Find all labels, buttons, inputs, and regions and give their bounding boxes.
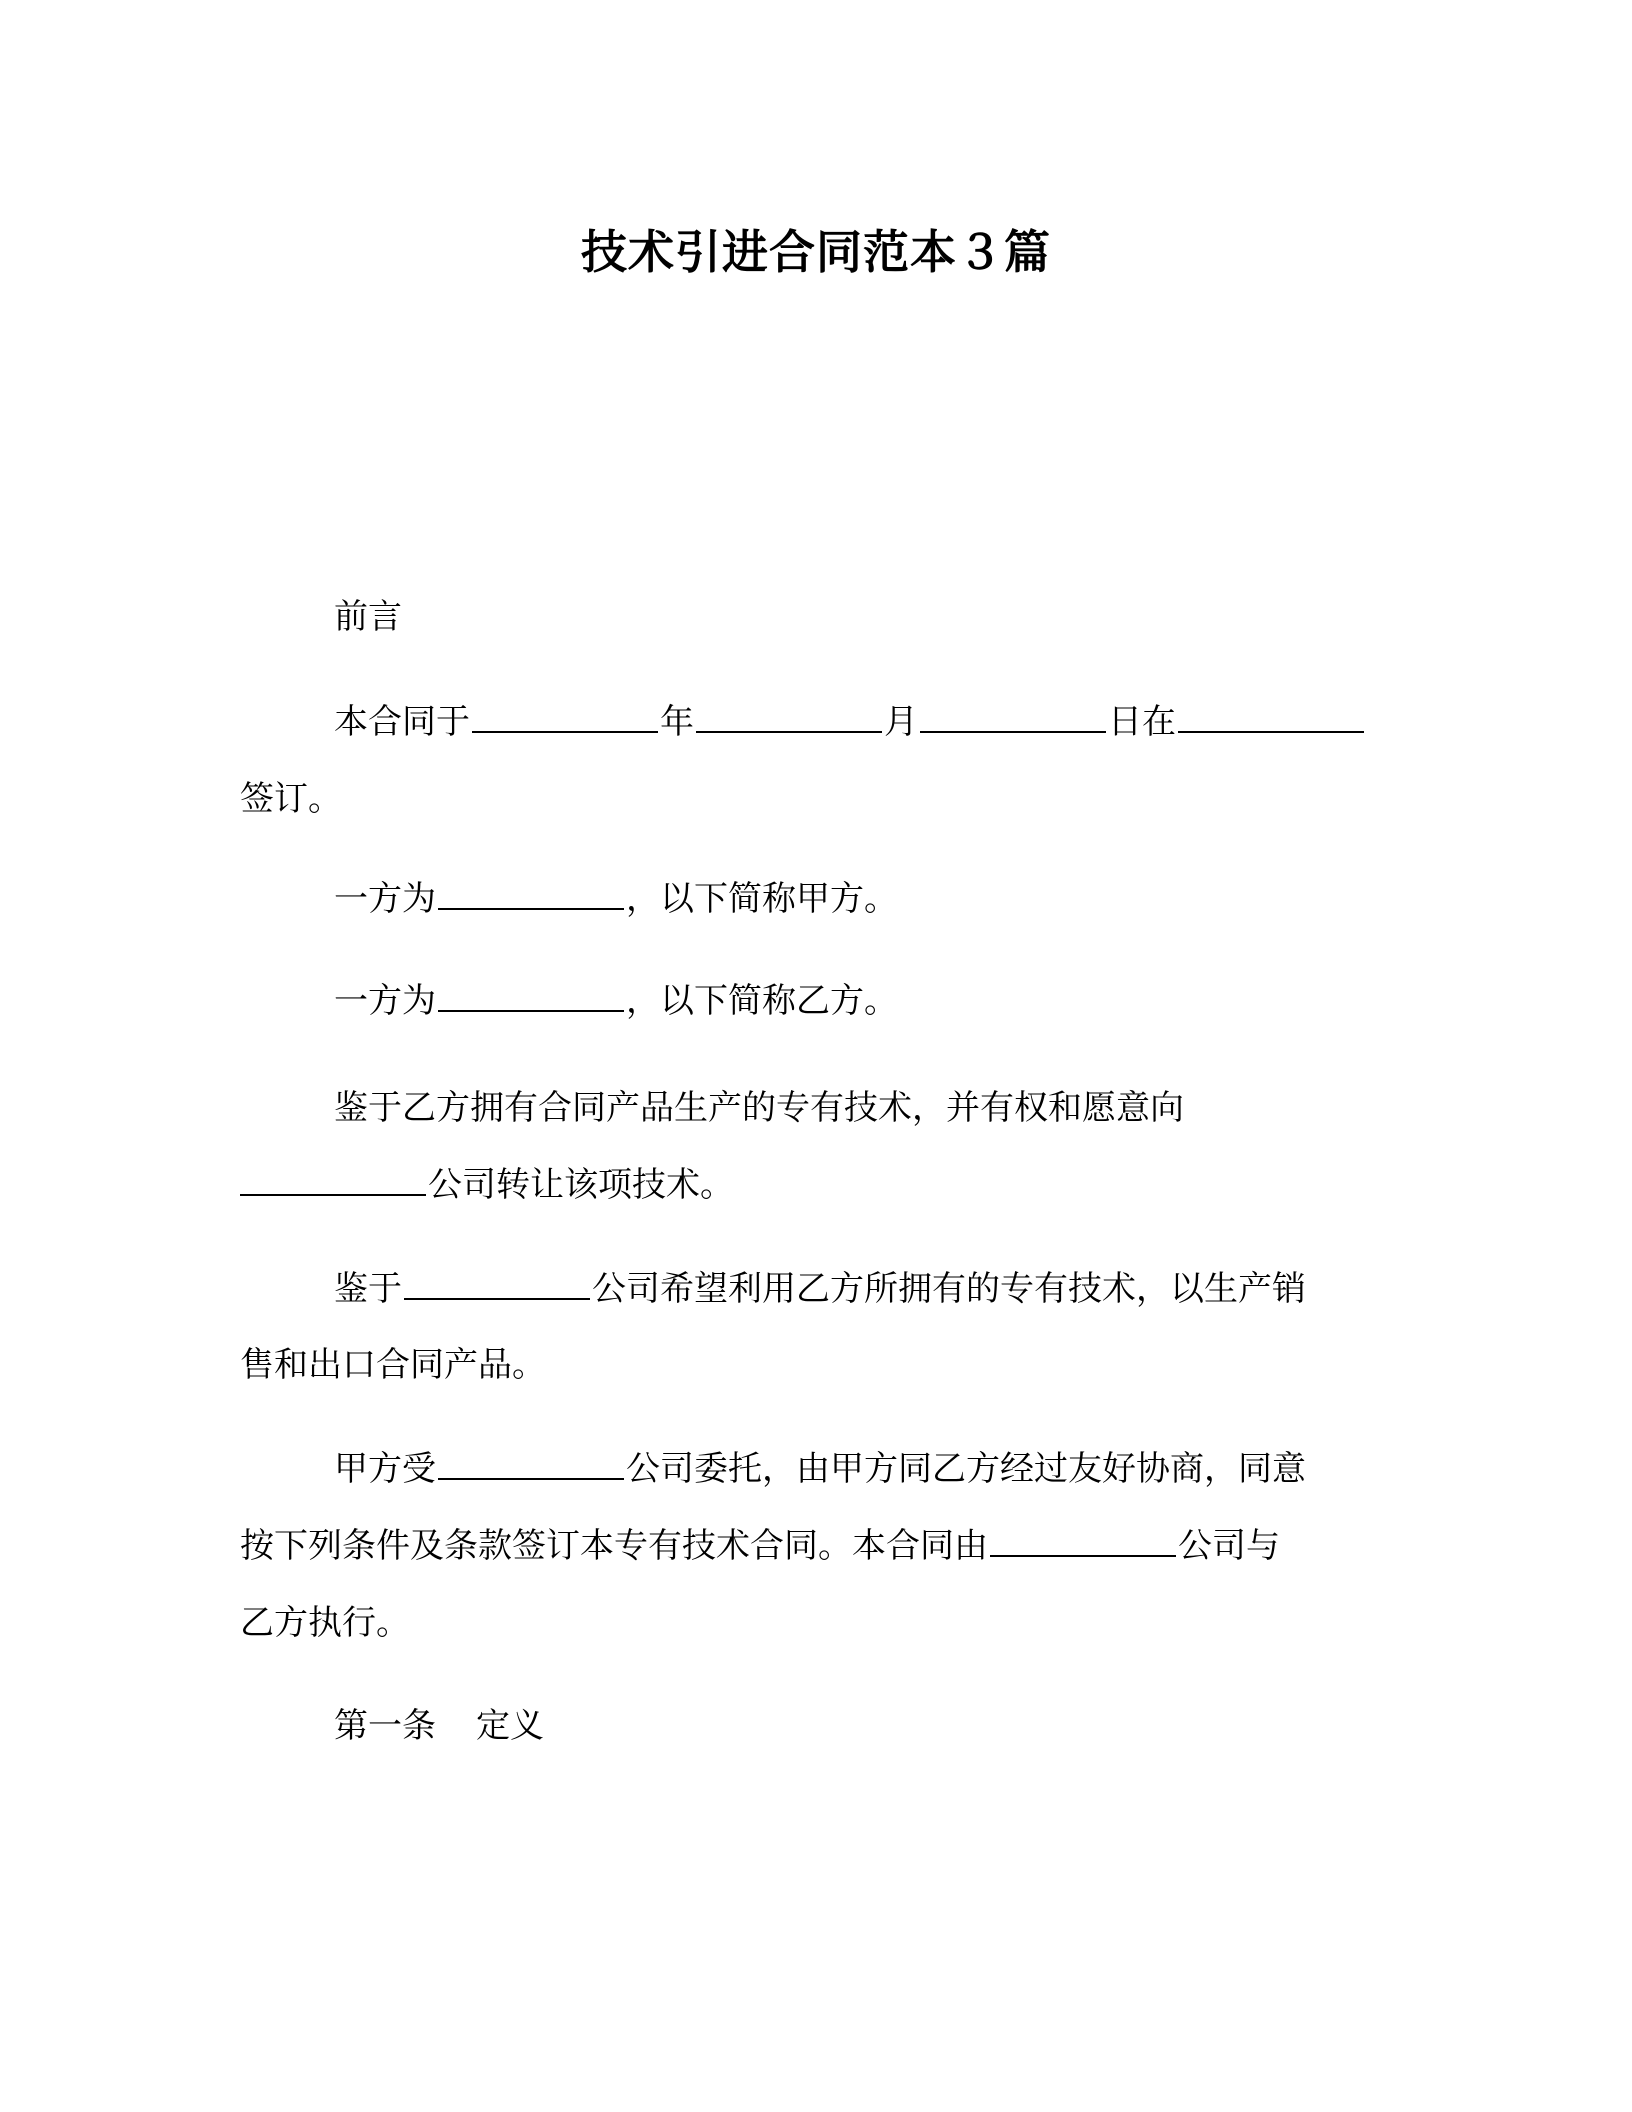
para4-seg2: 公司转让该项技术。 xyxy=(428,1165,734,1205)
blank-field[interactable] xyxy=(696,701,882,733)
para2-line1 xyxy=(334,874,898,924)
blank-field[interactable] xyxy=(438,980,624,1012)
para5-line1 xyxy=(334,1264,1306,1314)
para6-line1 xyxy=(334,1444,1306,1494)
article1-heading-line xyxy=(334,1701,544,1751)
para6-line3: 乙方执行。 xyxy=(240,1603,410,1643)
blank-field[interactable] xyxy=(438,878,624,910)
para3-seg2: ，以下简称乙方。 xyxy=(626,981,898,1021)
para1-line1 xyxy=(334,697,1366,747)
para4-line2 xyxy=(240,1160,734,1210)
document-title: 技术引进合同范本３篇 xyxy=(581,225,1051,279)
article1-number: 第一条 xyxy=(334,1706,436,1746)
para2-seg2: ，以下简称甲方。 xyxy=(626,879,898,919)
para6-line2-seg2: 公司与 xyxy=(1178,1526,1280,1566)
para5-line2: 售和出口合同产品。 xyxy=(240,1345,546,1385)
para3-line1 xyxy=(334,976,898,1026)
para6-seg2: 公司委托，由甲方同乙方经过友好协商，同意 xyxy=(626,1449,1306,1489)
para1-seg2: 年 xyxy=(660,702,694,742)
article1-heading: 定义 xyxy=(476,1706,544,1746)
blank-field[interactable] xyxy=(404,1268,590,1300)
para5-seg1: 鉴于 xyxy=(334,1269,402,1309)
blank-field[interactable] xyxy=(920,701,1106,733)
para3-seg1: 一方为 xyxy=(334,981,436,1021)
blank-field[interactable] xyxy=(990,1525,1176,1557)
para1-seg4: 日在 xyxy=(1108,702,1176,742)
blank-field[interactable] xyxy=(240,1164,426,1196)
para4-line1: 鉴于乙方拥有合同产品生产的专有技术，并有权和愿意向 xyxy=(334,1088,1184,1128)
para2-seg1: 一方为 xyxy=(334,879,436,919)
para5-seg2: 公司希望利用乙方所拥有的专有技术，以生产销 xyxy=(592,1269,1306,1309)
para6-line2 xyxy=(240,1521,1280,1571)
blank-field[interactable] xyxy=(1178,701,1364,733)
preface-heading: 前言 xyxy=(334,597,402,637)
para6-line2-seg1: 按下列条件及条款签订本专有技术合同。本合同由 xyxy=(240,1526,988,1566)
blank-field[interactable] xyxy=(438,1448,624,1480)
para1-seg1: 本合同于 xyxy=(334,702,470,742)
para6-seg1: 甲方受 xyxy=(334,1449,436,1489)
para1-seg5: 签订。 xyxy=(240,779,342,819)
blank-field[interactable] xyxy=(472,701,658,733)
para1-seg3: 月 xyxy=(884,702,918,742)
